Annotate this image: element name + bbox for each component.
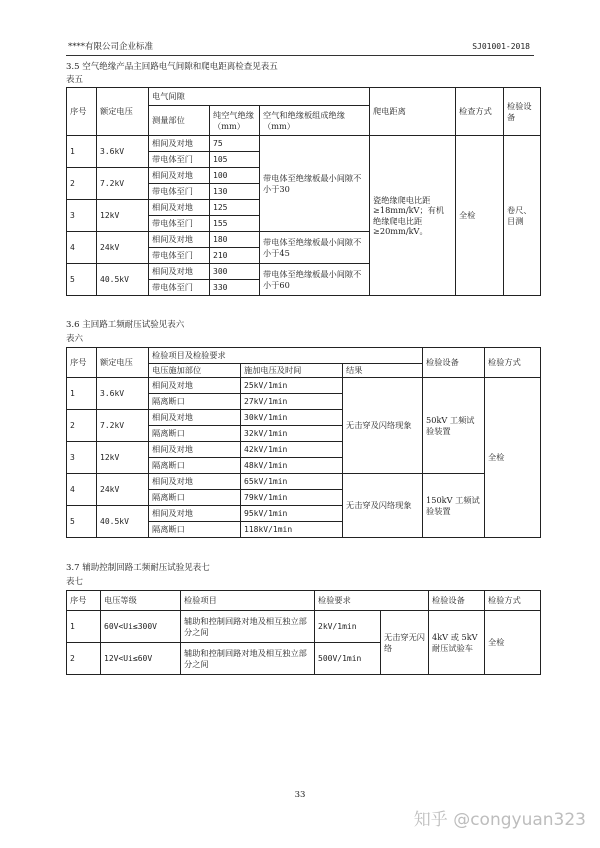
watermark: 知乎 @congyuan323 [413, 810, 586, 830]
test-method: 全检 [485, 378, 541, 538]
col-header-creepage: 爬电距离 [370, 88, 456, 136]
row-air: 155 [210, 216, 260, 232]
row-part: 相间及对地 [149, 168, 210, 184]
row-air: 75 [210, 136, 260, 152]
row-no: 2 [67, 410, 97, 442]
row-test-voltage: 95kV/1min [241, 506, 343, 522]
row-requirement: 2kV/1min [315, 611, 381, 643]
page-header [66, 42, 534, 56]
row-part: 隔离断口 [149, 490, 241, 506]
row-no: 1 [67, 378, 97, 410]
section-3-6-heading: 3.6 主回路工频耐压试验见表六 [66, 320, 185, 330]
row-air: 125 [210, 200, 260, 216]
col-header-part: 测量部位 [149, 106, 210, 136]
row-voltage: 12kV [97, 442, 149, 474]
row-part: 相间及对地 [149, 442, 241, 458]
row-test-voltage: 48kV/1min [241, 458, 343, 474]
row-level: 12V<Ui≤60V [101, 643, 181, 675]
col-header-part: 电压施加部位 [149, 364, 241, 378]
table-5 [66, 87, 541, 296]
col-header-requirement: 检验要求 [315, 591, 429, 611]
col-header-result: 结果 [343, 364, 423, 378]
row-test-voltage: 65kV/1min [241, 474, 343, 490]
col-header-method: 检查方式 [456, 88, 504, 136]
row-air: 330 [210, 280, 260, 296]
page-number: 33 [294, 790, 306, 800]
row-voltage: 3.6kV [97, 378, 149, 410]
col-header-clearance: 电气间隙 [149, 88, 370, 106]
row-air: 210 [210, 248, 260, 264]
row-no: 4 [67, 232, 97, 264]
row-voltage: 3.6kV [97, 136, 149, 168]
row-air: 130 [210, 184, 260, 200]
row-item: 辅助和控制回路对地及相互独立部分之间 [181, 611, 315, 643]
result-4-5: 无击穿及闪络现象 [343, 474, 423, 538]
row-no: 1 [67, 611, 101, 643]
row-part: 相间及对地 [149, 136, 210, 152]
test-result: 无击穿无闪络 [381, 611, 429, 675]
row-voltage: 7.2kV [97, 168, 149, 200]
col-header-voltage: 额定电压 [97, 88, 149, 136]
row-voltage: 7.2kV [97, 410, 149, 442]
row-air: 105 [210, 152, 260, 168]
board-clearance-5: 带电体至绝缘板最小间隙不小于60 [260, 264, 370, 296]
col-header-no: 序号 [67, 348, 97, 378]
standard-code: SJ01001-2018 [472, 42, 530, 51]
equipment-1-3: 50kV 工频试验装置 [423, 378, 485, 474]
row-air: 180 [210, 232, 260, 248]
row-air: 100 [210, 168, 260, 184]
col-header-items: 检验项目及检验要求 [149, 348, 423, 364]
col-header-item: 检验项目 [181, 591, 315, 611]
row-test-voltage: 118kV/1min [241, 522, 343, 538]
row-voltage: 12kV [97, 200, 149, 232]
row-no: 5 [67, 506, 97, 538]
row-test-voltage: 79kV/1min [241, 490, 343, 506]
row-part: 相间及对地 [149, 474, 241, 490]
row-no: 3 [67, 200, 97, 232]
col-header-voltage: 额定电压 [97, 348, 149, 378]
col-header-time: 施加电压及时间 [241, 364, 343, 378]
check-method: 全检 [456, 136, 504, 296]
col-header-method: 检验方式 [485, 591, 541, 611]
row-part: 隔离断口 [149, 522, 241, 538]
col-header-equipment: 检验设备 [423, 348, 485, 378]
col-header-no: 序号 [67, 88, 97, 136]
row-part: 隔离断口 [149, 458, 241, 474]
company-standard: ****有限公司企业标准 [68, 42, 154, 52]
table-7 [66, 590, 541, 675]
row-part: 带电体至门 [149, 248, 210, 264]
result-1-3: 无击穿及闪络现象 [343, 378, 423, 474]
row-no: 2 [67, 168, 97, 200]
equipment-4-5: 150kV 工频试验装置 [423, 474, 485, 538]
board-clearance-1-3: 带电体至绝缘板最小间隙不小于30 [260, 136, 370, 232]
row-no: 4 [67, 474, 97, 506]
row-part: 带电体至门 [149, 216, 210, 232]
check-equipment: 卷尺、目测 [504, 136, 541, 296]
table-7-label: 表七 [66, 577, 84, 587]
table-6 [66, 347, 541, 538]
section-3-7-heading: 3.7 辅助控制回路工频耐压试验见表七 [66, 563, 210, 573]
row-item: 辅助和控制回路对地及相互独立部分之间 [181, 643, 315, 675]
row-no: 2 [67, 643, 101, 675]
col-header-equipment: 检验设备 [504, 88, 541, 136]
col-header-method: 检验方式 [485, 348, 541, 378]
row-part: 相间及对地 [149, 232, 210, 248]
row-part: 相间及对地 [149, 506, 241, 522]
table-5-label: 表五 [66, 75, 84, 85]
row-part: 隔离断口 [149, 394, 241, 410]
row-test-voltage: 27kV/1min [241, 394, 343, 410]
row-test-voltage: 42kV/1min [241, 442, 343, 458]
test-method: 全检 [485, 611, 541, 675]
row-part: 相间及对地 [149, 200, 210, 216]
section-3-5-heading: 3.5 空气绝缘产品主回路电气间隙和爬电距离检查见表五 [66, 62, 278, 72]
row-voltage: 24kV [97, 232, 149, 264]
table-6-label: 表六 [66, 334, 84, 344]
row-no: 1 [67, 136, 97, 168]
row-part: 隔离断口 [149, 426, 241, 442]
col-header-no: 序号 [67, 591, 101, 611]
row-test-voltage: 32kV/1min [241, 426, 343, 442]
row-part: 相间及对地 [149, 410, 241, 426]
row-voltage: 40.5kV [97, 506, 149, 538]
row-part: 带电体至门 [149, 152, 210, 168]
row-part: 带电体至门 [149, 184, 210, 200]
col-header-board: 空气和绝缘板组成绝缘（mm） [260, 106, 370, 136]
col-header-air: 纯空气绝缘（mm） [210, 106, 260, 136]
row-test-voltage: 25kV/1min [241, 378, 343, 394]
row-voltage: 40.5kV [97, 264, 149, 296]
row-level: 60V<Ui≤300V [101, 611, 181, 643]
row-requirement: 500V/1min [315, 643, 381, 675]
row-no: 5 [67, 264, 97, 296]
row-air: 300 [210, 264, 260, 280]
col-header-equipment: 检验设备 [429, 591, 485, 611]
row-part: 带电体至门 [149, 280, 210, 296]
test-equipment: 4kV 或 5kV耐压试验车 [429, 611, 485, 675]
row-test-voltage: 30kV/1min [241, 410, 343, 426]
creepage-requirement: 瓷绝缘爬电比距≥18mm/kV；有机绝缘爬电比距≥20mm/kV。 [370, 136, 456, 296]
board-clearance-4: 带电体至绝缘板最小间隙不小于45 [260, 232, 370, 264]
row-part: 相间及对地 [149, 378, 241, 394]
row-no: 3 [67, 442, 97, 474]
row-part: 相间及对地 [149, 264, 210, 280]
col-header-level: 电压等级 [101, 591, 181, 611]
row-voltage: 24kV [97, 474, 149, 506]
